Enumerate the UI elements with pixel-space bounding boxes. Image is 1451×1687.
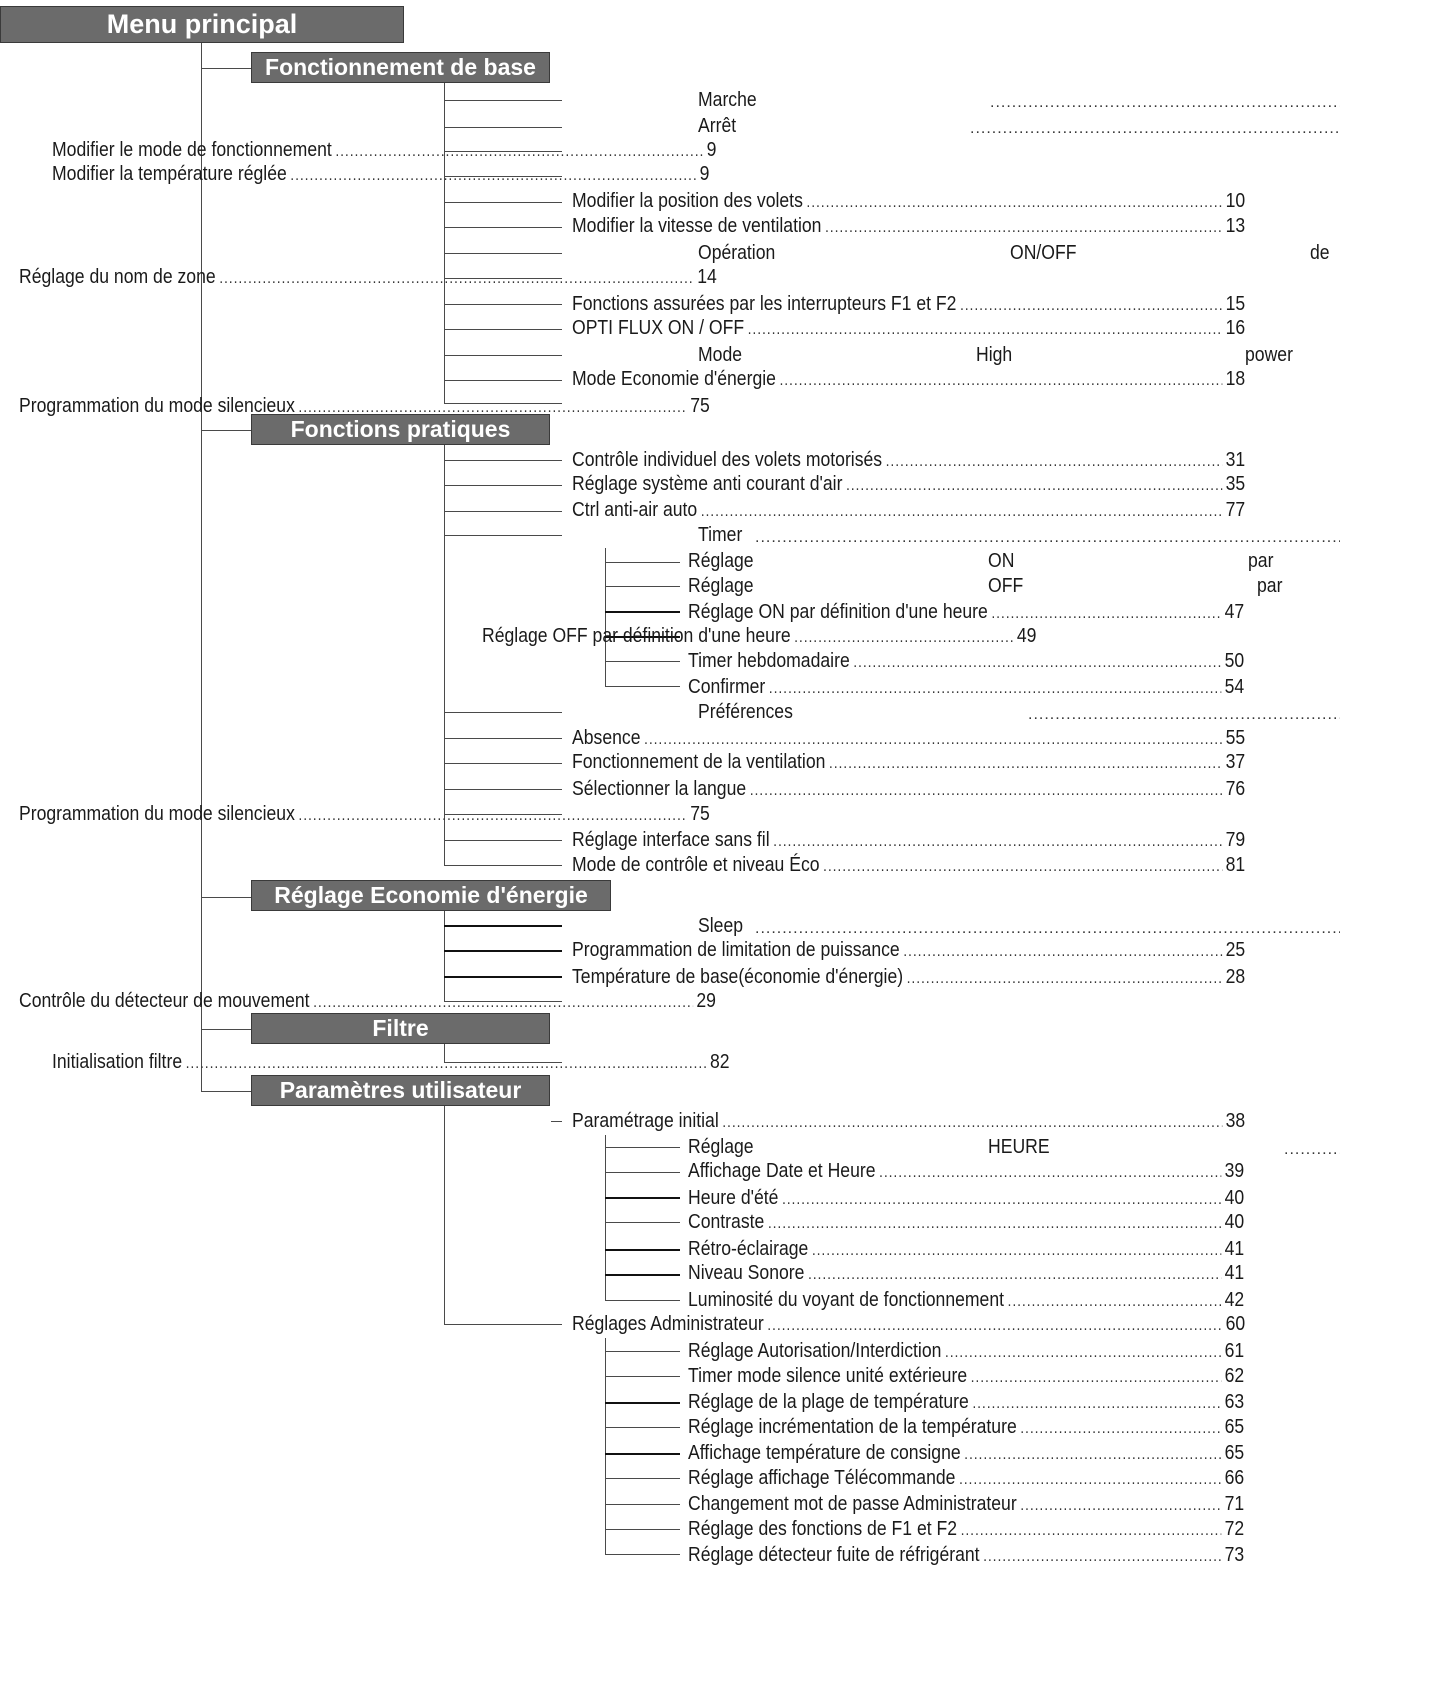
entry-page: 40 <box>1224 1211 1245 1233</box>
entry-label: Réglage des fonctions de F1 et F2 <box>688 1518 958 1540</box>
dot-leader <box>825 216 1222 240</box>
dot-leader <box>907 967 1222 991</box>
entry-label: Programmation du mode silencieux <box>19 395 295 417</box>
tree-branch <box>605 1554 680 1555</box>
dot-leader <box>313 991 693 1015</box>
tree-trunk-initial <box>605 1135 606 1301</box>
dot-leader <box>959 1468 1221 1492</box>
dot-leader <box>1008 1290 1222 1314</box>
dot-leader <box>298 396 686 420</box>
tree-branch <box>605 1402 680 1404</box>
entry-page: 61 <box>1224 1340 1245 1362</box>
entry-operation-word: de <box>1310 242 1330 264</box>
dot-leader <box>808 1263 1221 1287</box>
entry-page: 82 <box>710 1051 730 1073</box>
tree-branch <box>444 840 562 841</box>
entry-label: Réglage OFF par définition d'une heure <box>482 625 791 647</box>
tree-branch <box>605 1453 680 1455</box>
entry-luminosite-voyant <box>688 1288 1244 1314</box>
entry-label: Modifier la vitesse de ventilation <box>572 215 822 237</box>
entry-label: Programmation du mode silencieux <box>19 803 295 825</box>
entry-label: Confirmer <box>688 676 766 698</box>
entry-programmation-silencieux <box>19 394 710 420</box>
dot-leader <box>853 651 1221 675</box>
tree-branch <box>444 127 562 128</box>
entry-temperature-base <box>572 965 1245 991</box>
entry-label: Timer hebdomadaire <box>688 650 850 672</box>
entry-autorisation-interdiction <box>688 1339 1244 1365</box>
entry-label: Contrôle du détecteur de mouvement <box>19 990 310 1012</box>
entry-programmation-silencieux-2 <box>19 802 710 828</box>
entry-label: Heure d'été <box>688 1187 779 1209</box>
entry-page: 38 <box>1225 1110 1246 1132</box>
entry-reglage-heure-word: Réglage <box>688 1136 754 1158</box>
entry-modifier-vitesse <box>572 214 1245 240</box>
tree-branch <box>444 253 562 254</box>
tree-branch <box>444 202 562 203</box>
entry-page: 10 <box>1225 190 1246 212</box>
tree-branch <box>444 329 562 330</box>
tree-branch <box>444 738 562 739</box>
entry-page: 49 <box>1016 625 1037 647</box>
entry-timer-hebdomadaire <box>688 649 1244 675</box>
tree-branch <box>444 865 562 866</box>
entry-label: Timer mode silence unité extérieure <box>688 1365 968 1387</box>
dot-leader <box>769 677 1221 701</box>
dot-leader <box>1020 1494 1221 1518</box>
entry-page: 71 <box>1224 1493 1245 1515</box>
entry-mode-controle-eco <box>572 853 1245 879</box>
entry-page: 55 <box>1225 727 1246 749</box>
entry-marche: Marche <box>698 89 757 111</box>
tree-branch <box>444 227 562 228</box>
entry-reglage-on-word: par <box>1248 550 1274 572</box>
entry-sleep: Sleep <box>698 915 744 937</box>
tree-branch <box>605 611 680 613</box>
entry-label: Mode de contrôle et niveau Éco <box>572 854 820 876</box>
tree-branch <box>605 1274 680 1276</box>
entry-label: Fonctions assurées par les interrupteurs F1 et F2 <box>572 293 957 315</box>
entry-page: 9 <box>706 139 717 161</box>
entry-label: Rétro-éclairage <box>688 1238 809 1260</box>
tree-branch <box>444 535 562 536</box>
dot-leader <box>750 779 1222 803</box>
tree-branch <box>605 1351 680 1352</box>
entry-page: 77 <box>1225 499 1246 521</box>
entry-label: Modifier le mode de fonctionnement <box>52 139 332 161</box>
entry-temperature-consigne <box>688 1441 1244 1467</box>
entry-limitation-puissance <box>572 938 1245 964</box>
entry-label: Réglage Autorisation/Interdiction <box>688 1340 942 1362</box>
entry-retro-eclairage <box>688 1237 1244 1263</box>
tree-branch <box>605 1478 680 1479</box>
dot-leader <box>1284 1138 1340 1162</box>
entry-detecteur-mouvement <box>19 989 716 1015</box>
dot-leader <box>1020 1417 1221 1441</box>
tree-trunk-main <box>201 43 202 1091</box>
entry-page: 62 <box>1224 1365 1245 1387</box>
entry-page: 25 <box>1225 939 1246 961</box>
entry-page: 81 <box>1225 854 1246 876</box>
entry-label: Réglage du nom de zone <box>19 266 216 288</box>
entry-label: Réglage incrémentation de la température <box>688 1416 1017 1438</box>
entry-reglage-on-heure <box>688 600 1244 626</box>
entry-absence <box>572 726 1245 752</box>
entry-label: Affichage température de consigne <box>688 1442 961 1464</box>
entry-label: Réglage de la plage de température <box>688 1391 969 1413</box>
entry-page: 28 <box>1225 966 1246 988</box>
tree-branch <box>444 950 562 952</box>
entry-modifier-volets <box>572 189 1245 215</box>
entry-label: Réglage affichage Télécommande <box>688 1467 956 1489</box>
entry-label: Réglage interface sans fil <box>572 829 770 851</box>
entry-page: 29 <box>696 990 716 1012</box>
entry-label: Initialisation filtre <box>52 1051 183 1073</box>
entry-page: 54 <box>1224 676 1245 698</box>
dot-leader <box>970 117 1340 141</box>
entry-label: Paramétrage initial <box>572 1110 719 1132</box>
entry-f1-f2 <box>572 292 1245 318</box>
entry-reglage-off-word: Réglage <box>688 575 754 597</box>
dot-leader <box>298 804 686 828</box>
entry-modifier-mode <box>52 138 716 164</box>
tree-branch <box>201 1091 251 1092</box>
tree-branch <box>605 661 680 662</box>
tree-branch <box>605 1300 680 1301</box>
dot-leader <box>972 1392 1221 1416</box>
entry-date-heure <box>688 1159 1244 1185</box>
entry-interface-sans-fil <box>572 828 1245 854</box>
tree-branch <box>605 1249 680 1251</box>
entry-page: 35 <box>1225 473 1246 495</box>
tree-branch <box>444 511 562 512</box>
entry-timer: Timer <box>698 524 743 546</box>
header-fonctionnement-de-base: Fonctionnement de base <box>251 52 550 83</box>
tree-branch <box>444 460 562 461</box>
entry-page: 75 <box>690 395 710 417</box>
entry-page: 63 <box>1224 1391 1245 1413</box>
dot-leader <box>779 369 1222 393</box>
dot-leader <box>794 626 1013 650</box>
dot-leader <box>990 91 1340 115</box>
tree-branch <box>444 100 562 101</box>
dot-leader <box>782 1188 1221 1212</box>
entry-label: Luminosité du voyant de fonctionnement <box>688 1289 1005 1311</box>
entry-high-power-word: power <box>1245 344 1293 366</box>
entry-page: 65 <box>1224 1416 1245 1438</box>
entry-label: Réglage détecteur fuite de réfrigérant <box>688 1544 980 1566</box>
entry-reglage-on-word: ON <box>988 550 1015 572</box>
entry-label: OPTI FLUX ON / OFF <box>572 317 745 339</box>
entry-label: Niveau Sonore <box>688 1262 805 1284</box>
entry-page: 72 <box>1224 1518 1245 1540</box>
entry-label: Réglages Administrateur <box>572 1313 764 1335</box>
entry-page: 50 <box>1224 650 1245 672</box>
dot-leader <box>971 1366 1221 1390</box>
entry-anti-air-auto <box>572 498 1245 524</box>
entry-page: 9 <box>699 163 710 185</box>
entry-page: 15 <box>1225 293 1246 315</box>
header-parametres-utilisateur: Paramètres utilisateur <box>251 1075 550 1106</box>
entry-label: Programmation de limitation de puissance <box>572 939 900 961</box>
entry-label: Affichage Date et Heure <box>688 1160 876 1182</box>
entry-plage-temperature <box>688 1390 1244 1416</box>
entry-silence-unite-exterieure <box>688 1364 1244 1390</box>
tree-branch <box>444 485 562 486</box>
entry-fonctionnement-ventilation <box>572 750 1245 776</box>
entry-page: 13 <box>1225 215 1246 237</box>
tree-trunk-timer <box>605 548 606 686</box>
dot-leader <box>983 1545 1221 1569</box>
tree-trunk-utilisateur <box>444 1106 445 1324</box>
entry-heure-ete <box>688 1186 1244 1212</box>
entry-page: 60 <box>1225 1313 1246 1335</box>
tree-branch <box>605 1222 680 1223</box>
dot-leader <box>846 474 1222 498</box>
tree-branch <box>201 68 251 69</box>
entry-page: 31 <box>1225 449 1246 471</box>
dot-leader <box>701 500 1222 524</box>
dot-leader <box>755 526 1340 550</box>
dot-leader <box>903 940 1222 964</box>
entry-arret: Arrêt <box>698 115 737 137</box>
dot-leader <box>768 1212 1221 1236</box>
dot-leader <box>964 1443 1221 1467</box>
tree-branch <box>201 1029 251 1030</box>
dot-leader <box>748 318 1222 342</box>
entry-label: Changement mot de passe Administrateur <box>688 1493 1017 1515</box>
entry-high-power-word: High <box>976 344 1013 366</box>
entry-label: Contrôle individuel des volets motorisés <box>572 449 883 471</box>
dot-leader <box>644 728 1222 752</box>
entry-reglage-heure-word: HEURE <box>988 1136 1050 1158</box>
entry-page: 75 <box>690 803 710 825</box>
header-filtre: Filtre <box>251 1013 550 1044</box>
entry-page: 73 <box>1224 1544 1245 1566</box>
tree-branch <box>605 1529 680 1530</box>
entry-label: Sélectionner la langue <box>572 778 747 800</box>
entry-confirmer <box>688 675 1244 701</box>
entry-page: 66 <box>1224 1467 1245 1489</box>
entry-page: 16 <box>1225 317 1246 339</box>
entry-mot-de-passe <box>688 1492 1244 1518</box>
dot-leader <box>960 294 1222 318</box>
entry-page: 76 <box>1225 778 1246 800</box>
entry-label: Ctrl anti-air auto <box>572 499 698 521</box>
tree-branch <box>605 1197 680 1199</box>
dot-leader <box>879 1161 1221 1185</box>
tree-branch <box>605 686 680 687</box>
entry-detecteur-fuite <box>688 1543 1244 1569</box>
entry-volets-motorises <box>572 448 1245 474</box>
dot-leader <box>806 191 1222 215</box>
entry-initialisation-filtre <box>52 1050 730 1076</box>
entry-opti-flux <box>572 316 1245 342</box>
header-fonctions-pratiques: Fonctions pratiques <box>251 414 550 445</box>
entry-page: 47 <box>1224 601 1245 623</box>
entry-parametrage-initial <box>572 1109 1245 1135</box>
header-menu-principal: Menu principal <box>0 6 404 43</box>
entry-label: Fonctionnement de la ventilation <box>572 751 826 773</box>
tree-branch <box>605 1427 680 1428</box>
tree-trunk-admin <box>605 1338 606 1554</box>
entry-label: Réglage ON par définition d'une heure <box>688 601 988 623</box>
entry-label: Mode Economie d'énergie <box>572 368 776 390</box>
entry-label: Absence <box>572 727 641 749</box>
dot-leader <box>290 164 696 188</box>
tree-branch <box>605 1376 680 1377</box>
entry-affichage-telecommande <box>688 1466 1244 1492</box>
tree-branch <box>444 304 562 305</box>
entry-reglage-off-word: OFF <box>988 575 1024 597</box>
tree-branch <box>201 430 251 431</box>
entry-page: 18 <box>1225 368 1246 390</box>
tree-branch <box>444 925 562 927</box>
entry-label: Réglage système anti courant d'air <box>572 473 843 495</box>
dot-leader <box>991 602 1221 626</box>
entry-modifier-temperature <box>52 162 709 188</box>
entry-page: 41 <box>1224 1238 1245 1260</box>
entry-page: 14 <box>697 266 717 288</box>
dot-leader <box>812 1239 1221 1263</box>
tree-branch <box>201 897 251 898</box>
entry-reglages-administrateur <box>572 1312 1245 1338</box>
tree-branch <box>605 586 680 587</box>
tree-branch <box>444 763 562 764</box>
entry-niveau-sonore <box>688 1261 1244 1287</box>
dot-leader <box>886 450 1222 474</box>
entry-label: Contraste <box>688 1211 765 1233</box>
header-reglage-economie-energie: Réglage Economie d'énergie <box>251 880 611 911</box>
entry-page: 37 <box>1225 751 1246 773</box>
entry-incrementation-temperature <box>688 1415 1244 1441</box>
entry-fonctions-f1-f2 <box>688 1517 1244 1543</box>
tree-branch <box>444 1324 562 1325</box>
tree-branch <box>444 976 562 978</box>
entry-selectionner-langue <box>572 777 1245 803</box>
dot-leader <box>823 855 1222 879</box>
dot-leader <box>186 1052 707 1076</box>
tree-branch <box>444 712 562 713</box>
entry-nom-de-zone <box>19 265 717 291</box>
entry-reglage-off-word: par <box>1257 575 1283 597</box>
entry-page: 79 <box>1225 829 1246 851</box>
entry-page: 42 <box>1224 1289 1245 1311</box>
tree-branch <box>444 380 562 381</box>
entry-mode-economie <box>572 367 1245 393</box>
tree-branch <box>605 1147 680 1148</box>
dot-leader <box>335 140 703 164</box>
entry-anti-courant <box>572 472 1245 498</box>
tree-branch <box>444 355 562 356</box>
tree-branch <box>605 1172 680 1173</box>
entry-label: Modifier la température réglée <box>52 163 287 185</box>
entry-reglage-off-heure <box>482 624 1036 650</box>
entry-page: 41 <box>1224 1262 1245 1284</box>
entry-contraste <box>688 1210 1244 1236</box>
entry-operation-word: ON/OFF <box>1010 242 1077 264</box>
dot-leader <box>773 830 1222 854</box>
dot-leader <box>722 1111 1222 1135</box>
dot-leader <box>945 1341 1221 1365</box>
entry-preferences: Préférences <box>698 701 793 723</box>
tree-branch <box>605 562 680 563</box>
entry-operation-word: Opération <box>698 242 776 264</box>
tree-branch <box>551 1121 562 1122</box>
entry-page: 39 <box>1224 1160 1245 1182</box>
entry-label: Température de base(économie d'énergie) <box>572 966 904 988</box>
tree-branch <box>605 1504 680 1505</box>
tree-branch <box>444 789 562 790</box>
dot-leader <box>829 752 1222 776</box>
entry-page: 40 <box>1224 1187 1245 1209</box>
entry-reglage-on-word: Réglage <box>688 550 754 572</box>
entry-page: 65 <box>1224 1442 1245 1464</box>
dot-leader <box>961 1519 1221 1543</box>
entry-high-power-word: Mode <box>698 344 743 366</box>
dot-leader <box>767 1314 1222 1338</box>
entry-label: Modifier la position des volets <box>572 190 803 212</box>
dot-leader <box>219 267 694 291</box>
dot-leader <box>1028 703 1340 727</box>
